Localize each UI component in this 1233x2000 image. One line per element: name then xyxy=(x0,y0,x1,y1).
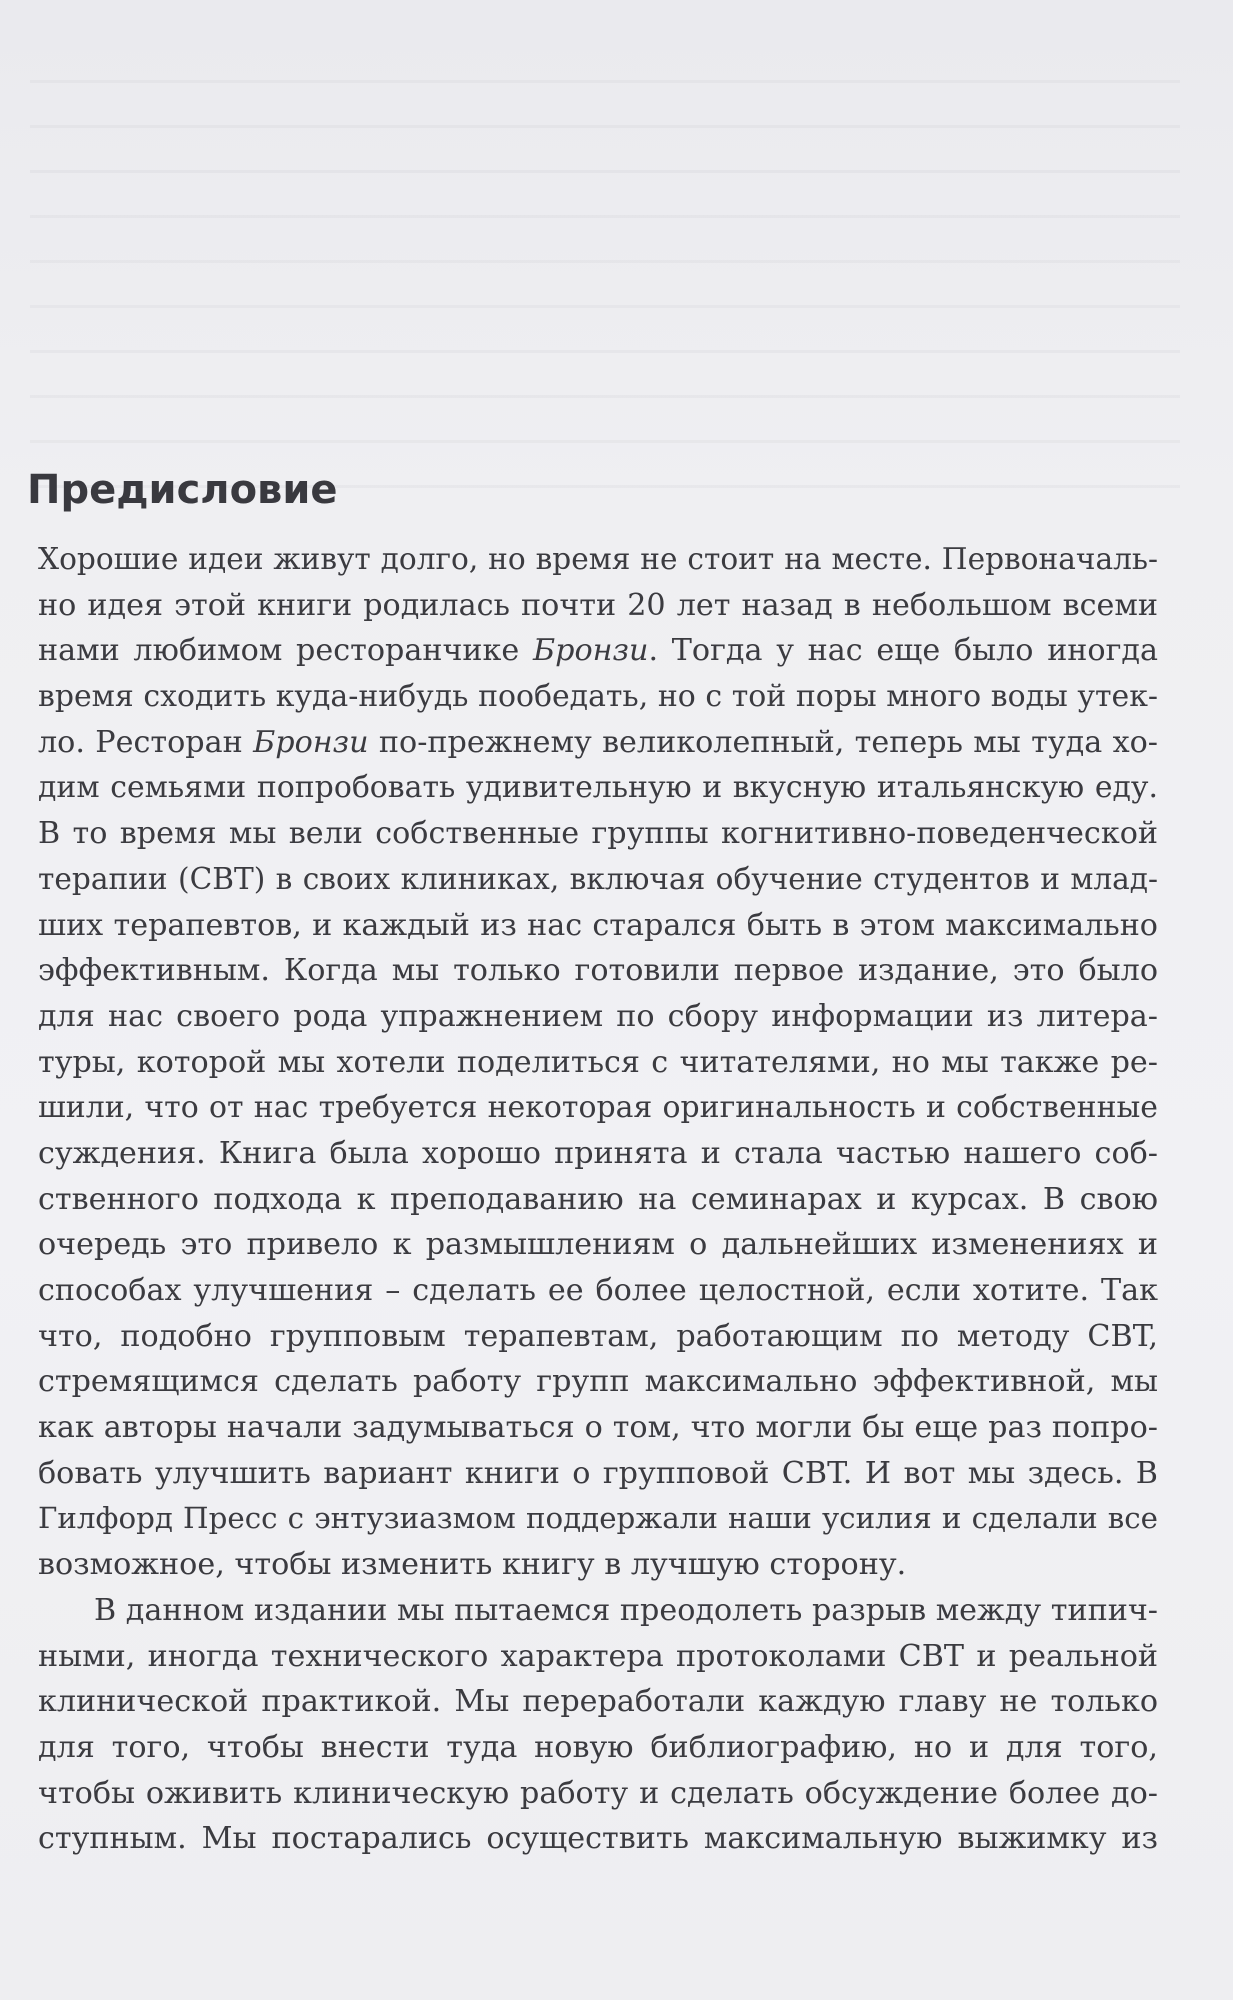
text-line: возможное, чтобы изменить книгу в лучшую сторону. xyxy=(38,1547,907,1583)
text-line: как авторы начали задумываться о том, что могли бы еще раз попро- xyxy=(38,1410,1158,1446)
text-line: что, подобно групповым терапевтам, работающим по методу CBT, xyxy=(38,1318,1158,1354)
text-line: для того, чтобы внести туда новую библиографию, но и для того, xyxy=(38,1729,1158,1765)
page-title: Предисловие xyxy=(27,467,338,513)
text-line: чтобы оживить клиническую работу и сделать обсуждение более до- xyxy=(38,1775,1158,1811)
text-line: В то время мы вели собственные группы когнитивно-поведенческой xyxy=(38,816,1158,852)
text-line: ших терапевтов, и каждый из нас старался быть в этом максимально xyxy=(38,907,1158,943)
paragraph-2 xyxy=(38,1588,1158,1862)
text-line: В данном издании мы пытаемся преодолеть разрыв между типич- xyxy=(94,1592,1158,1628)
text-line: дим семьями попробовать удивительную и вкусную итальянскую еду. xyxy=(38,770,1158,806)
text-line: эффективным. Когда мы только готовили первое издание, это было xyxy=(38,953,1158,989)
text-line: туры, которой мы хотели поделиться с читателями, но мы также ре- xyxy=(38,1044,1158,1080)
show-through-text xyxy=(30,80,1180,500)
text-line: но идея этой книги родилась почти 20 лет назад в небольшом всеми xyxy=(38,587,1158,623)
text-line: бовать улучшить вариант книги о групповой CBT. И вот мы здесь. В xyxy=(38,1455,1158,1491)
text-line: ными, иногда технического характера протоколами CBT и реальной xyxy=(38,1638,1158,1674)
text-line: очередь это привело к размышлениям о дальнейших изменениях и xyxy=(38,1227,1158,1263)
text-line: время сходить куда-нибудь пообедать, но с той поры много воды утек- xyxy=(38,679,1158,715)
text-line: нами любимом ресторанчике Бронзи. Тогда у нас еще было иногда xyxy=(38,633,1159,669)
text-line: ственного подхода к преподаванию на семинарах и курсах. В свою xyxy=(38,1181,1158,1217)
text-line: ступным. Мы постарались осуществить максимальную выжимку из xyxy=(38,1821,1158,1857)
text-line: клинической практикой. Мы переработали каждую главу не только xyxy=(38,1684,1158,1720)
text-line: суждения. Книга была хорошо принята и стала частью нашего соб- xyxy=(38,1135,1158,1171)
text-line: для нас своего рода упражнением по сбору информации из литера- xyxy=(38,998,1158,1034)
text-line: стремящимся сделать работу групп максимально эффективной, мы xyxy=(38,1364,1158,1400)
paragraph-1 xyxy=(38,537,1158,1588)
text-line: шили, что от нас требуется некоторая оригинальность и собственные xyxy=(38,1090,1158,1126)
text-line: способах улучшения – сделать ее более целостной, если хотите. Так xyxy=(38,1273,1158,1308)
text-line: Хорошие идеи живут долго, но время не стоит на месте. Первоначаль- xyxy=(38,542,1158,576)
text-line: Гилфорд Пресс с энтузиазмом поддержали наши усилия и сделали все xyxy=(38,1501,1158,1536)
text-line: терапии (CBT) в своих клиниках, включая обучение студентов и млад- xyxy=(38,861,1158,896)
body-text xyxy=(38,537,1158,1862)
text-line: ло. Ресторан Бронзи по-прежнему великолепный, теперь мы туда хо- xyxy=(38,724,1158,760)
